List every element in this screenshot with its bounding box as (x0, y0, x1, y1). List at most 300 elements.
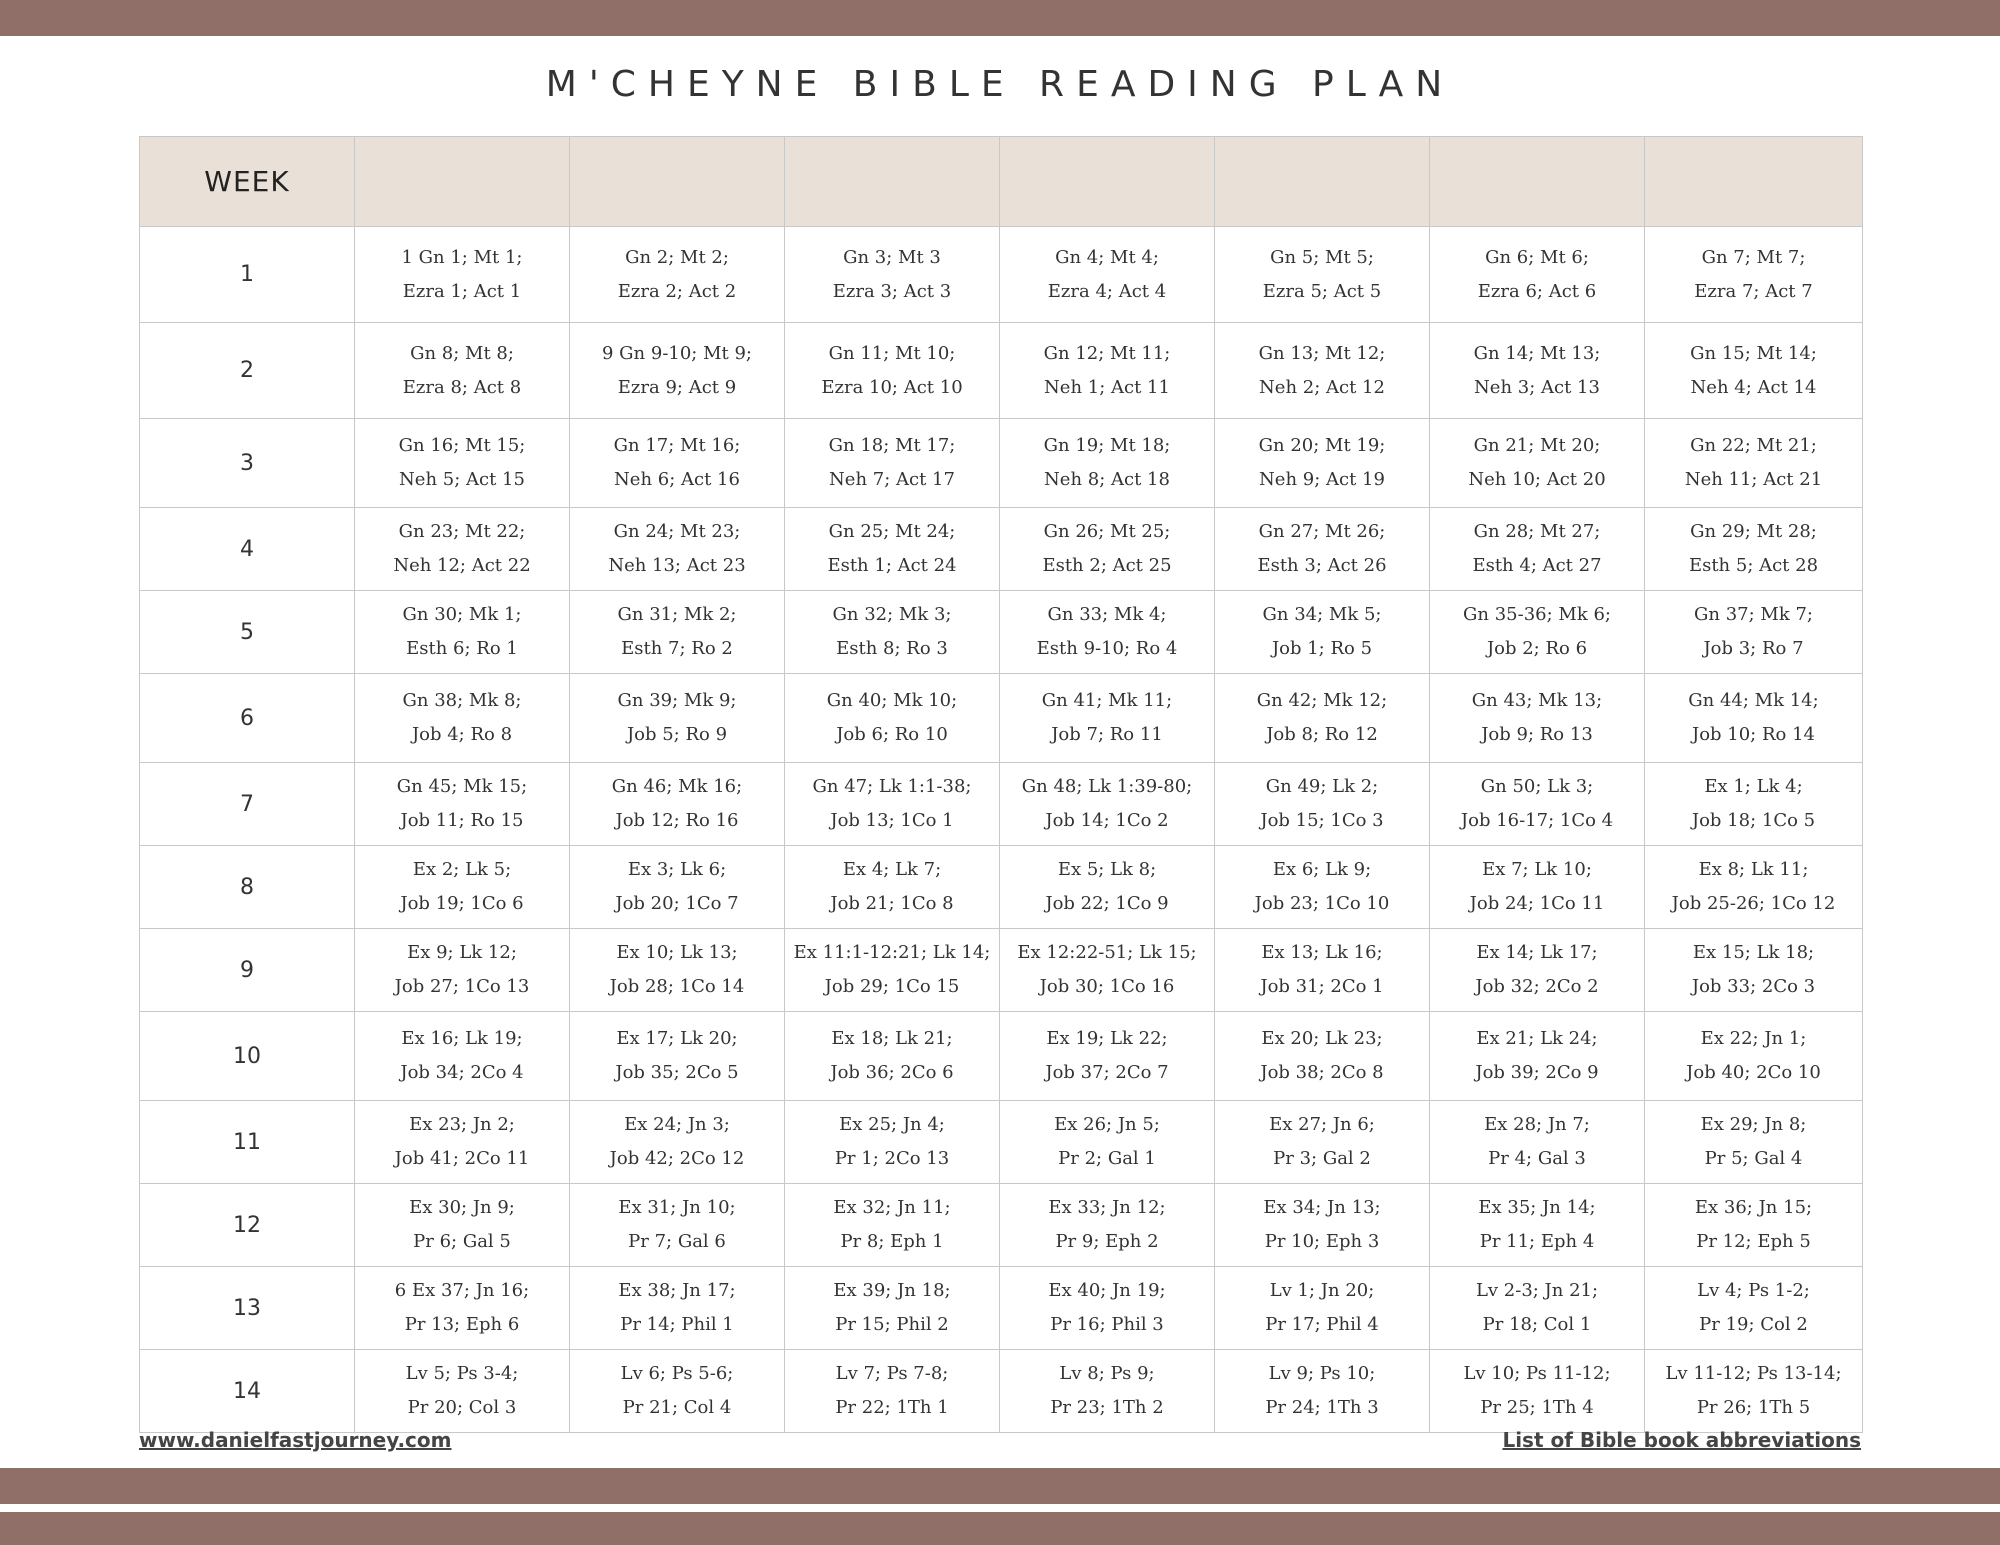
reading-line: Gn 19; Mt 18; (1043, 435, 1171, 456)
reading-cell (1000, 1350, 1215, 1433)
day-column-header (785, 137, 1000, 227)
reading-line: Pr 6; Gal 5 (413, 1231, 511, 1252)
reading-line: Gn 8; Mt 8; (410, 342, 514, 364)
reading-line: Gn 27; Mt 26; (1258, 521, 1386, 542)
table-row (140, 1101, 1863, 1184)
reading-cell (785, 846, 1000, 929)
reading-cell (355, 763, 570, 846)
reading-cell (1000, 674, 1215, 763)
reading-line: Job 12; Ro 16 (615, 810, 739, 831)
reading-line: Gn 15; Mt 14; (1690, 342, 1817, 364)
reading-line: Ezra 5; Act 5 (1262, 280, 1382, 302)
reading-cell (1000, 419, 1215, 508)
reading-line: Job 2; Ro 6 (1486, 638, 1588, 659)
table-row (140, 1350, 1863, 1433)
reading-cell (1430, 929, 1645, 1012)
reading-line: Neh 4; Act 14 (1690, 376, 1817, 398)
reading-line: Neh 11; Act 21 (1684, 469, 1823, 490)
reading-cell (785, 419, 1000, 508)
reading-cell (785, 1101, 1000, 1184)
reading-line: Gn 14; Mt 13; (1473, 342, 1601, 364)
reading-cell (355, 846, 570, 929)
reading-cell (1215, 674, 1430, 763)
reading-line: Gn 42; Mk 12; (1256, 690, 1388, 711)
reading-line: Gn 26; Mt 25; (1043, 521, 1171, 542)
reading-cell (1000, 227, 1215, 323)
table-body (140, 227, 1863, 1433)
reading-line: Ezra 4; Act 4 (1047, 280, 1167, 302)
reading-line: Pr 12; Eph 5 (1696, 1231, 1811, 1252)
reading-line: Job 29; 1Co 15 (824, 976, 960, 997)
reading-cell (1645, 227, 1863, 323)
reading-cell (355, 1350, 570, 1433)
reading-line: Ex 13; Lk 16; (1261, 942, 1383, 963)
reading-line: Ex 30; Jn 9; (409, 1197, 515, 1218)
reading-line: Gn 39; Mk 9; (617, 690, 737, 711)
reading-cell (355, 929, 570, 1012)
reading-line: Ex 38; Jn 17; (618, 1280, 736, 1301)
reading-line: Ezra 8; Act 8 (402, 376, 522, 398)
table-row (140, 508, 1863, 591)
reading-line: Lv 6; Ps 5-6; (620, 1363, 734, 1384)
table-row (140, 929, 1863, 1012)
reading-cell (785, 1012, 1000, 1101)
reading-cell (570, 1350, 785, 1433)
day-column-header (1430, 137, 1645, 227)
reading-line: Ex 24; Jn 3; (624, 1114, 730, 1135)
reading-line: Ex 10; Lk 13; (616, 942, 738, 963)
table-row (140, 674, 1863, 763)
reading-line: Gn 33; Mk 4; (1047, 604, 1167, 625)
reading-line: Esth 2; Act 25 (1042, 555, 1172, 576)
reading-line: Ezra 6; Act 6 (1477, 280, 1597, 302)
reading-line: Ezra 2; Act 2 (617, 280, 737, 302)
reading-line: Neh 5; Act 15 (399, 469, 525, 490)
reading-line: Ex 19; Lk 22; (1046, 1028, 1168, 1049)
reading-line: Job 14; 1Co 2 (1045, 810, 1169, 831)
reading-cell (1430, 846, 1645, 929)
reading-cell (785, 674, 1000, 763)
reading-line: Ex 25; Jn 4; (839, 1114, 945, 1135)
reading-line: Job 23; 1Co 10 (1254, 893, 1390, 914)
reading-cell (570, 674, 785, 763)
reading-line: Ex 20; Lk 23; (1261, 1028, 1383, 1049)
reading-line: Job 37; 2Co 7 (1045, 1062, 1169, 1083)
week-number: 2 (140, 323, 355, 419)
reading-cell (570, 227, 785, 323)
reading-line: Ezra 3; Act 3 (832, 280, 952, 302)
reading-line: Job 40; 2Co 10 (1686, 1062, 1821, 1083)
reading-line: Job 33; 2Co 3 (1691, 976, 1816, 997)
reading-cell (570, 508, 785, 591)
reading-cell (1000, 1184, 1215, 1267)
reading-line: Gn 38; Mk 8; (402, 690, 522, 711)
reading-cell (1430, 1101, 1645, 1184)
reading-line: Gn 48; Lk 1:39-80; (1021, 776, 1193, 797)
reading-cell (1215, 508, 1430, 591)
reading-line: Job 28; 1Co 14 (609, 976, 745, 997)
reading-line: Pr 8; Eph 1 (840, 1231, 944, 1252)
reading-line: Job 16-17; 1Co 4 (1460, 810, 1614, 831)
reading-line: Job 6; Ro 10 (836, 724, 948, 745)
website-link[interactable]: www.danielfastjourney.com (139, 1428, 452, 1452)
reading-line: Pr 4; Gal 3 (1488, 1148, 1586, 1169)
reading-line: Pr 17; Phil 4 (1265, 1314, 1379, 1335)
reading-line: Pr 18; Col 1 (1482, 1314, 1592, 1335)
reading-cell (785, 591, 1000, 674)
reading-line: Job 39; 2Co 9 (1475, 1062, 1599, 1083)
reading-cell (1430, 1267, 1645, 1350)
reading-line: Ex 29; Jn 8; (1700, 1114, 1807, 1135)
reading-cell (1645, 591, 1863, 674)
reading-line: Gn 46; Mk 16; (611, 776, 743, 797)
reading-cell (1645, 763, 1863, 846)
reading-cell (1000, 591, 1215, 674)
reading-line: Pr 3; Gal 2 (1273, 1148, 1371, 1169)
reading-cell (1215, 323, 1430, 419)
reading-cell (1645, 1101, 1863, 1184)
reading-cell (570, 1101, 785, 1184)
reading-line: 6 Ex 37; Jn 16; (394, 1280, 530, 1301)
reading-line: Pr 22; 1Th 1 (835, 1397, 949, 1418)
reading-line: Gn 44; Mk 14; (1688, 690, 1819, 711)
reading-line: Lv 2-3; Jn 21; (1475, 1280, 1599, 1301)
reading-line: Gn 18; Mt 17; (828, 435, 956, 456)
reading-line: Gn 47; Lk 1:1-38; (812, 776, 972, 797)
reading-line: Job 13; 1Co 1 (830, 810, 954, 831)
week-number: 13 (140, 1267, 355, 1350)
reading-line: Gn 25; Mt 24; (828, 521, 956, 542)
reading-cell (1430, 763, 1645, 846)
reading-line: Job 42; 2Co 12 (609, 1148, 745, 1169)
reading-line: Job 10; Ro 14 (1691, 724, 1815, 745)
reading-line: Esth 6; Ro 1 (406, 638, 518, 659)
reading-line: Ex 28; Jn 7; (1484, 1114, 1590, 1135)
abbreviations-link[interactable]: List of Bible book abbreviations (1502, 1428, 1861, 1452)
reading-line: Pr 5; Gal 4 (1704, 1148, 1803, 1169)
reading-line: Ex 34; Jn 13; (1263, 1197, 1381, 1218)
reading-line: Neh 3; Act 13 (1474, 376, 1600, 398)
reading-line: Ex 16; Lk 19; (401, 1028, 523, 1049)
reading-line: Job 25-26; 1Co 12 (1671, 893, 1836, 914)
reading-line: Ex 32; Jn 11; (833, 1197, 951, 1218)
top-decorative-band (0, 0, 2000, 36)
reading-cell (355, 227, 570, 323)
reading-line: Pr 1; 2Co 13 (834, 1148, 950, 1169)
table-row (140, 1184, 1863, 1267)
reading-line: Pr 14; Phil 1 (620, 1314, 734, 1335)
week-number: 8 (140, 846, 355, 929)
reading-line: Gn 34; Mk 5; (1262, 604, 1382, 625)
reading-line: Ex 27; Jn 6; (1269, 1114, 1375, 1135)
reading-cell (570, 929, 785, 1012)
reading-line: Pr 20; Col 3 (407, 1397, 517, 1418)
reading-line: Neh 1; Act 11 (1044, 376, 1170, 398)
reading-line: Ex 6; Lk 9; (1272, 859, 1372, 880)
reading-cell (1000, 1012, 1215, 1101)
reading-line: Gn 7; Mt 7; (1701, 246, 1806, 268)
reading-cell (1645, 674, 1863, 763)
reading-cell (1645, 1350, 1863, 1433)
reading-line: Gn 40; Mk 10; (826, 690, 958, 711)
reading-line: Ex 33; Jn 12; (1048, 1197, 1166, 1218)
reading-cell (1430, 508, 1645, 591)
reading-cell (1215, 1350, 1430, 1433)
reading-line: Job 9; Ro 13 (1481, 724, 1593, 745)
day-column-header (1215, 137, 1430, 227)
reading-cell (1645, 323, 1863, 419)
reading-line: Gn 12; Mt 11; (1043, 342, 1171, 364)
week-number: 7 (140, 763, 355, 846)
reading-line: Pr 9; Eph 2 (1055, 1231, 1159, 1252)
reading-line: Job 11; Ro 15 (400, 810, 524, 831)
reading-cell (1215, 763, 1430, 846)
reading-cell (1430, 419, 1645, 508)
reading-line: Job 3; Ro 7 (1703, 638, 1804, 659)
reading-line: Neh 13; Act 23 (608, 555, 746, 576)
reading-cell (355, 1012, 570, 1101)
reading-line: Job 19; 1Co 6 (400, 893, 524, 914)
reading-cell (1215, 591, 1430, 674)
reading-line: Job 21; 1Co 8 (830, 893, 954, 914)
reading-line: Ezra 7; Act 7 (1694, 280, 1813, 302)
reading-line: Pr 13; Eph 6 (404, 1314, 520, 1335)
reading-line: Gn 41; Mk 11; (1041, 690, 1173, 711)
reading-line: Gn 4; Mt 4; (1055, 246, 1159, 268)
table-row (140, 846, 1863, 929)
reading-cell (1000, 763, 1215, 846)
reading-line: Job 24; 1Co 11 (1469, 893, 1605, 914)
reading-line: Job 4; Ro 8 (411, 724, 513, 745)
reading-plan-table (139, 136, 1863, 1433)
reading-line: Gn 35-36; Mk 6; (1463, 604, 1611, 625)
reading-line: Job 18; 1Co 5 (1691, 810, 1816, 831)
reading-line: Gn 2; Mt 2; (625, 246, 729, 268)
reading-cell (785, 763, 1000, 846)
reading-cell (1000, 846, 1215, 929)
reading-line: Job 27; 1Co 13 (394, 976, 530, 997)
reading-cell (570, 1267, 785, 1350)
bottom-decorative-band (0, 1468, 2000, 1504)
reading-line: Pr 25; 1Th 4 (1480, 1397, 1594, 1418)
reading-cell (355, 508, 570, 591)
reading-line: Esth 4; Act 27 (1472, 555, 1602, 576)
reading-line: Lv 4; Ps 1-2; (1697, 1280, 1810, 1301)
week-number: 12 (140, 1184, 355, 1267)
week-number: 5 (140, 591, 355, 674)
reading-cell (1645, 1184, 1863, 1267)
reading-line: Ex 35; Jn 14; (1478, 1197, 1596, 1218)
reading-cell (355, 674, 570, 763)
reading-line: Job 1; Ro 5 (1271, 638, 1373, 659)
reading-cell (1215, 929, 1430, 1012)
reading-line: Pr 15; Phil 2 (835, 1314, 949, 1335)
reading-line: Job 41; 2Co 11 (394, 1148, 530, 1169)
reading-cell (785, 1350, 1000, 1433)
reading-line: Job 32; 2Co 2 (1475, 976, 1599, 997)
reading-line: Gn 13; Mt 12; (1258, 342, 1386, 364)
reading-line: Ex 40; Jn 19; (1048, 1280, 1166, 1301)
reading-cell (1430, 591, 1645, 674)
reading-cell (355, 1267, 570, 1350)
reading-cell (1645, 508, 1863, 591)
reading-line: Ex 9; Lk 12; (407, 942, 517, 963)
reading-cell (785, 929, 1000, 1012)
reading-line: Pr 11; Eph 4 (1479, 1231, 1595, 1252)
reading-line: Pr 7; Gal 6 (628, 1231, 726, 1252)
reading-line: Ex 1; Lk 4; (1704, 776, 1803, 797)
reading-line: Job 8; Ro 12 (1266, 724, 1378, 745)
reading-line: Neh 8; Act 18 (1044, 469, 1170, 490)
reading-cell (1645, 1012, 1863, 1101)
reading-line: Ex 26; Jn 5; (1054, 1114, 1160, 1135)
day-column-header (1000, 137, 1215, 227)
reading-cell (1000, 508, 1215, 591)
reading-line: Pr 19; Col 2 (1699, 1314, 1808, 1335)
reading-cell (570, 763, 785, 846)
reading-line: Gn 17; Mt 16; (613, 435, 741, 456)
reading-line: Ezra 1; Act 1 (402, 280, 522, 302)
reading-line: Gn 32; Mk 3; (832, 604, 952, 625)
reading-cell (1645, 1267, 1863, 1350)
reading-line: Lv 1; Jn 20; (1269, 1280, 1375, 1301)
reading-cell (1215, 1267, 1430, 1350)
reading-line: Ex 8; Lk 11; (1698, 859, 1809, 880)
reading-line: Pr 10; Eph 3 (1264, 1231, 1380, 1252)
reading-line: Gn 11; Mt 10; (828, 342, 956, 364)
reading-cell (1645, 929, 1863, 1012)
reading-line: Ex 17; Lk 20; (616, 1028, 738, 1049)
reading-line: Neh 12; Act 22 (393, 555, 531, 576)
reading-line: Lv 7; Ps 7-8; (835, 1363, 949, 1384)
reading-cell (785, 1267, 1000, 1350)
reading-cell (1645, 846, 1863, 929)
reading-line: Lv 8; Ps 9; (1059, 1363, 1155, 1384)
table-header-row (140, 137, 1863, 227)
reading-line: Gn 29; Mt 28; (1690, 521, 1817, 542)
reading-line: Pr 26; 1Th 5 (1696, 1397, 1811, 1418)
day-column-header (1645, 137, 1863, 227)
reading-line: Gn 49; Lk 2; (1265, 776, 1379, 797)
reading-line: Ex 31; Jn 10; (618, 1197, 736, 1218)
reading-line: Pr 2; Gal 1 (1058, 1148, 1156, 1169)
reading-line: Gn 6; Mt 6; (1485, 246, 1589, 268)
table-row (140, 1012, 1863, 1101)
reading-line: Neh 9; Act 19 (1259, 469, 1385, 490)
reading-cell (355, 419, 570, 508)
reading-cell (570, 323, 785, 419)
reading-line: Ex 36; Jn 15; (1694, 1197, 1813, 1218)
week-number: 1 (140, 227, 355, 323)
reading-line: Esth 8; Ro 3 (836, 638, 948, 659)
reading-cell (1430, 323, 1645, 419)
reading-line: Lv 10; Ps 11-12; (1463, 1363, 1611, 1384)
reading-cell (1430, 674, 1645, 763)
reading-line: Lv 11-12; Ps 13-14; (1665, 1363, 1842, 1384)
reading-cell (785, 508, 1000, 591)
reading-line: Job 20; 1Co 7 (615, 893, 739, 914)
reading-cell (570, 1184, 785, 1267)
reading-line: Gn 20; Mt 19; (1258, 435, 1386, 456)
reading-line: Job 22; 1Co 9 (1045, 893, 1169, 914)
reading-cell (785, 323, 1000, 419)
reading-line: Job 15; 1Co 3 (1260, 810, 1384, 831)
reading-line: Gn 31; Mk 2; (617, 604, 737, 625)
week-number: 6 (140, 674, 355, 763)
reading-line: Gn 24; Mt 23; (613, 521, 741, 542)
bottom-decorative-band-lower (0, 1512, 2000, 1545)
reading-line: 9 Gn 9-10; Mt 9; (602, 342, 752, 364)
reading-line: Ex 4; Lk 7; (842, 859, 942, 880)
table-row (140, 227, 1863, 323)
reading-cell (570, 591, 785, 674)
reading-cell (1645, 419, 1863, 508)
reading-line: Gn 43; Mk 13; (1471, 690, 1603, 711)
reading-line: Job 7; Ro 11 (1051, 724, 1163, 745)
reading-line: Ex 14; Lk 17; (1476, 942, 1598, 963)
reading-line: Pr 24; 1Th 3 (1265, 1397, 1379, 1418)
reading-cell (785, 1184, 1000, 1267)
table-row (140, 1267, 1863, 1350)
reading-cell (570, 846, 785, 929)
reading-line: Esth 9-10; Ro 4 (1036, 638, 1178, 659)
page-title: M'CHEYNE BIBLE READING PLAN (545, 64, 1455, 105)
reading-line: Ex 7; Lk 10; (1482, 859, 1592, 880)
reading-cell (1000, 1101, 1215, 1184)
reading-line: Job 30; 1Co 16 (1039, 976, 1175, 997)
reading-line: Gn 22; Mt 21; (1690, 435, 1817, 456)
reading-line: Gn 23; Mt 22; (398, 521, 526, 542)
reading-line: Gn 50; Lk 3; (1480, 776, 1594, 797)
week-number: 10 (140, 1012, 355, 1101)
reading-line: Lv 5; Ps 3-4; (405, 1363, 519, 1384)
reading-line: Job 5; Ro 9 (626, 724, 728, 745)
reading-line: Ex 15; Lk 18; (1692, 942, 1815, 963)
reading-line: Job 38; 2Co 8 (1260, 1062, 1384, 1083)
week-number: 4 (140, 508, 355, 591)
reading-line: Gn 45; Mk 15; (396, 776, 528, 797)
reading-line: Ex 12:22-51; Lk 15; (1017, 942, 1197, 963)
reading-line: Pr 16; Phil 3 (1050, 1314, 1164, 1335)
week-number: 3 (140, 419, 355, 508)
reading-line: Job 31; 2Co 1 (1260, 976, 1384, 997)
reading-cell (1215, 1184, 1430, 1267)
table-row (140, 591, 1863, 674)
reading-cell (1000, 1267, 1215, 1350)
reading-line: Job 36; 2Co 6 (830, 1062, 954, 1083)
reading-cell (1215, 1101, 1430, 1184)
reading-cell (355, 1184, 570, 1267)
reading-line: Lv 9; Ps 10; (1268, 1363, 1376, 1384)
reading-cell (785, 227, 1000, 323)
reading-line: Ex 5; Lk 8; (1057, 859, 1157, 880)
reading-cell (1430, 1350, 1645, 1433)
table-row (140, 763, 1863, 846)
reading-line: Gn 30; Mk 1; (402, 604, 522, 625)
reading-line: Ezra 9; Act 9 (617, 376, 737, 398)
week-number: 9 (140, 929, 355, 1012)
reading-line: Ezra 10; Act 10 (821, 376, 963, 398)
reading-line: Gn 21; Mt 20; (1473, 435, 1601, 456)
reading-cell (1000, 323, 1215, 419)
reading-cell (1215, 419, 1430, 508)
table-row (140, 419, 1863, 508)
reading-cell (1430, 227, 1645, 323)
reading-line: Ex 18; Lk 21; (831, 1028, 953, 1049)
reading-cell (570, 1012, 785, 1101)
reading-line: Gn 3; Mt 3 (843, 246, 941, 268)
reading-line: Job 34; 2Co 4 (400, 1062, 524, 1083)
